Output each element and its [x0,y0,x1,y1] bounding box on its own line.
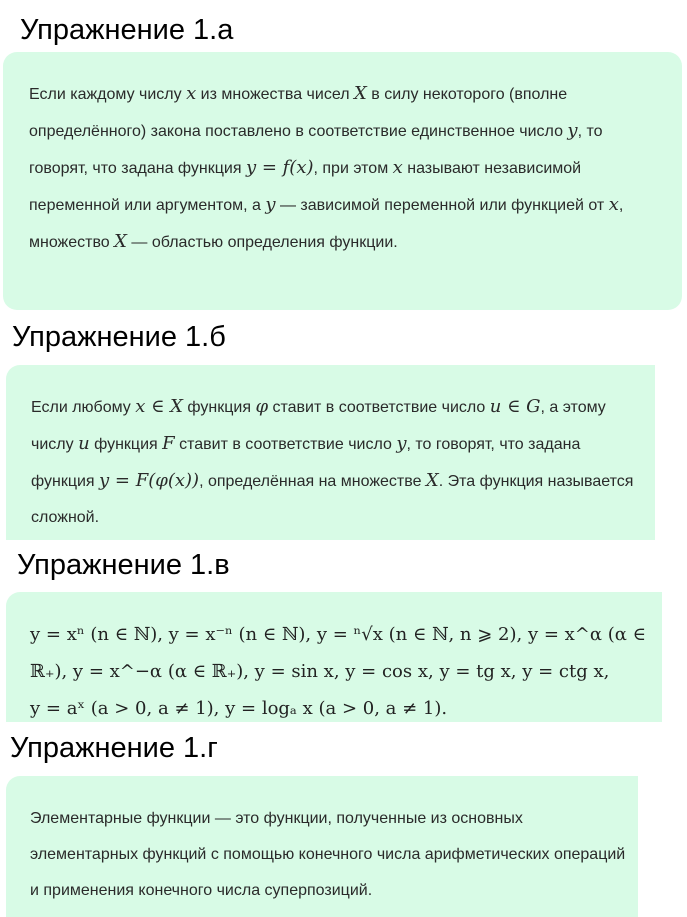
math-inline: X [114,231,127,252]
math-line-1: y = xⁿ (n ∈ ℕ), y = x⁻ⁿ (n ∈ ℕ), y = ⁿ√x (n ∈ ℕ, n ⩾ 2), y = x^α (α ∈ [30,624,646,645]
text-segment: — зависимой переменной или функцией от [275,197,609,214]
text-segment: ставит в соответствие число [174,436,397,453]
exercise-1d-title: Упражнение 1.г [10,732,218,764]
exercise-1a-box [3,52,682,310]
exercise-1c-box [6,592,662,722]
math-inline: y = F(φ(x)) [99,470,200,491]
math-line-3: y = aˣ (a > 0, a ≠ 1), y = logₐ x (a > 0, a ≠ 1). [30,698,448,719]
exercise-1c-title: Упражнение 1.в [17,549,230,581]
exercise-1b-box [6,365,655,540]
math-inline: x [186,83,197,104]
math-line-2: ℝ₊), y = x^−α (α ∈ ℝ₊), y = sin x, y = cos x, y = tg x, y = ctg x, [30,661,610,682]
exercise-1a-text [29,76,660,261]
text-segment: , то говорят, что задана функция [31,436,581,490]
math-inline: u [78,433,90,454]
text-segment: , а этому числу [31,399,606,453]
text-segment: функция [182,399,256,416]
exercise-1d-box [6,776,638,917]
text-segment: Если любому [31,399,136,416]
text-segment: Элементарные функции — это функции, полученные из основных элементарных функций с помощью конечного числа арифметических операций и применения конечного числа суперпозиций. [30,810,626,899]
text-segment: ставит в соответствие число [268,399,490,416]
text-segment: , при этом [313,160,393,177]
text-segment: называют независимой переменной или аргументом, а [29,160,582,214]
text-segment: . Эта функция называется сложной. [31,473,634,526]
text-segment: из множества чисел [196,86,354,103]
text-segment: функция [89,436,163,453]
math-inline: y [567,120,578,141]
math-inline: u ∈ G [489,396,541,417]
text-segment: в силу некоторого (вполне определённого) закона поставлено в соответствие единственное число [29,86,568,140]
math-inline: X [353,83,367,104]
exercise-1a-title: Упражнение 1.а [20,14,234,46]
math-inline: y [265,194,276,215]
text-segment: — областью определения функции. [126,234,398,251]
exercise-1b-text [31,389,647,536]
math-inline: φ [255,396,269,417]
math-inline: x ∈ X [135,396,183,417]
math-inline: x [608,194,619,215]
math-inline: F [162,433,175,454]
text-segment: Если каждому числу [29,86,187,103]
math-inline: x [392,157,403,178]
text-segment: , то говорят, что задана функция [29,123,603,177]
exercise-1d-text [30,801,632,909]
math-inline: y = f(x) [245,157,314,178]
math-inline: y [396,433,407,454]
exercise-1b-title: Упражнение 1.б [12,321,226,353]
text-segment: , множество [29,197,624,251]
text-segment: , определённая на множестве [199,473,426,490]
math-inline: X [425,470,439,491]
